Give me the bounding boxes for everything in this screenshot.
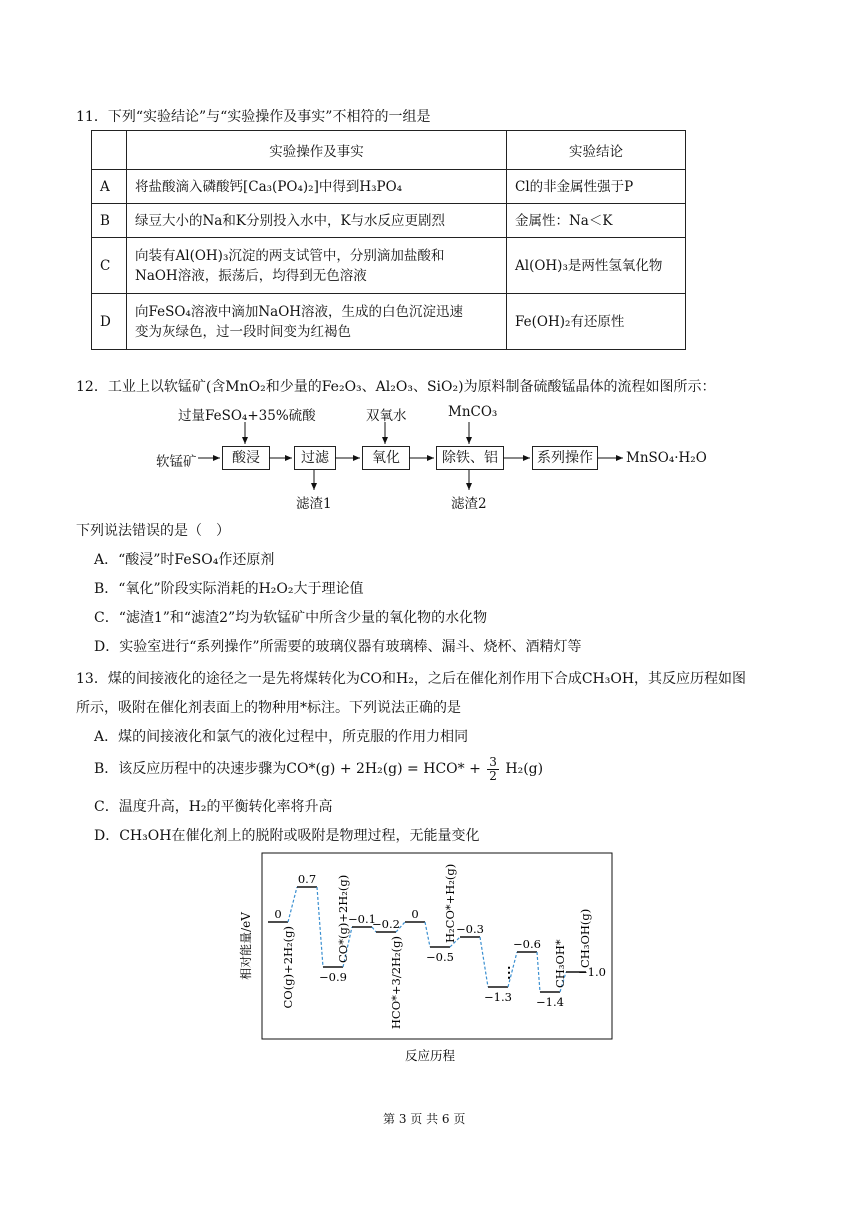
row-conclusion: Fe(OH)₂有还原性 [507,294,686,350]
energy-profile-chart [230,850,630,1070]
flow-start: 软锰矿 [156,454,197,470]
flow-product: MnSO₄·H₂O [626,450,707,466]
species-label: HCO*+3/2H₂(g) [389,936,403,1030]
row-key: B [92,204,127,238]
q13-option-d: D．CH₃OH在催化剂上的脱附或吸附是物理过程，无能量变化 [94,828,480,844]
energy-value-label: −0.1 [348,912,376,926]
row-key: D [92,294,127,350]
row-operation-line1: 向FeSO₄溶液中滴加NaOH溶液，生成的白色沉淀迅速 [135,303,464,320]
species-label: CH₃OH(g) [578,908,592,968]
fraction [487,756,499,783]
q13-option-a: A．煤的间接液化和氯气的液化过程中，所克服的作用力相同 [94,729,469,745]
flow-step-remove-fe-al: 除铁、铝 [436,446,504,470]
ellipsis-marker: ⋮ [502,965,516,981]
q13-option-c: C．温度升高，H₂的平衡转化率将升高 [94,799,333,815]
flow-residue-2: 滤渣2 [451,496,487,512]
flow-input-2: 双氧水 [366,408,407,424]
q12-ask: 下列说法错误的是（ ） [76,523,230,539]
flow-input-1: 过量FeSO₄+35%硫酸 [178,408,316,424]
row-key: A [92,170,127,204]
energy-value-label: −1.0 [578,965,606,979]
row-operation-line2: 变为灰绿色，过一段时间变为红褐色 [135,323,351,340]
flow-step-oxidize: 氧化 [362,446,410,470]
flow-step-series-ops: 系列操作 [532,446,598,470]
energy-value-label: 0 [411,907,419,921]
row-operation-line2: NaOH溶液，振荡后，均得到无色溶液 [135,267,367,284]
y-axis-label: 相对能量/eV [239,912,253,980]
row-key: C [92,238,127,294]
energy-connector [425,922,430,947]
flow-step-filter: 过滤 [294,446,336,470]
energy-value-label: −0.6 [513,937,541,951]
q13-option-b [94,752,543,786]
header-conclusion: 实验结论 [507,131,686,170]
q12-option-d: D．实验室进行“系列操作”所需要的玻璃仪器有玻璃棒、漏斗、烧杯、酒精灯等 [94,639,582,655]
species-label: CH₃OH* [553,939,567,988]
q13-stem-line1: 13．煤的间接液化的途径之一是先将煤转化为CO和H₂，之后在催化剂作用下合成CH₃OH，其反应历程如图 [76,671,747,687]
row-operation: 绿豆大小的Na和K分别投入水中，K与水反应更剧烈 [127,204,507,238]
energy-value-label: −1.3 [484,990,512,1004]
q12-option-a: A．“酸浸”时FeSO₄作还原剂 [94,552,275,568]
q13-option-b-tail: H₂(g) [505,761,544,777]
row-conclusion: Cl的非金属性强于P [507,170,686,204]
species-label: CO*(g)+2H₂(g) [336,874,350,963]
flow-residue-1: 滤渣1 [296,496,332,512]
energy-value-label: −0.5 [426,950,454,964]
energy-connector [537,952,540,992]
row-operation-line1: 向装有Al(OH)₃沉淀的两支试管中，分别滴加盐酸和 [135,247,445,264]
q12-option-b: B．“氧化”阶段实际消耗的H₂O₂大于理论值 [94,581,364,597]
energy-value-label: 0 [274,907,282,921]
q11-stem: 11．下列“实验结论”与“实验操作及事实”不相符的一组是 [76,109,431,125]
row-operation: 将盐酸滴入磷酸钙[Ca₃(PO₄)₂]中得到H₃PO₄ [127,170,507,204]
species-label: CO(g)+2H₂(g) [281,926,295,1009]
page-footer: 第 3 页 共 6 页 [383,1112,466,1126]
q13-stem-line2: 所示，吸附在催化剂表面上的物种用*标注。下列说法正确的是 [76,700,461,716]
energy-connector [317,887,323,967]
row-conclusion: Al(OH)₃是两性氢氧化物 [507,238,686,294]
energy-value-label: −0.3 [456,922,484,936]
energy-value-label: −0.2 [372,917,400,931]
energy-connector [288,887,297,922]
flow-step-acid-leach: 酸浸 [222,446,270,470]
header-operation: 实验操作及事实 [127,131,507,170]
energy-value-label: 0.7 [297,872,317,886]
energy-value-label: −1.4 [536,995,564,1009]
fraction-denominator: 2 [489,768,497,783]
q13-option-b-text: B．该反应历程中的决速步骤为CO*(g) + 2H₂(g) = HCO* + [94,761,481,777]
flow-input-3: MnCO₃ [448,404,498,420]
row-conclusion: 金属性：Na＜K [507,204,686,238]
q12-stem: 12．工业上以软锰矿(含MnO₂和少量的Fe₂O₃、Al₂O₃、SiO₂)为原料制备硫酸锰晶体的流程如图所示： [76,379,716,395]
x-axis-label: 反应历程 [404,1048,456,1063]
flow-arrows [0,0,867,520]
fraction-numerator: 3 [489,754,497,769]
q12-option-c: C．“滤渣1”和“滤渣2”均为软锰矿中所含少量的氧化物的水化物 [94,610,488,626]
energy-value-label: −0.9 [319,970,347,984]
energy-connector [480,937,488,987]
species-label: H₂CO*+H₂(g) [443,863,457,943]
